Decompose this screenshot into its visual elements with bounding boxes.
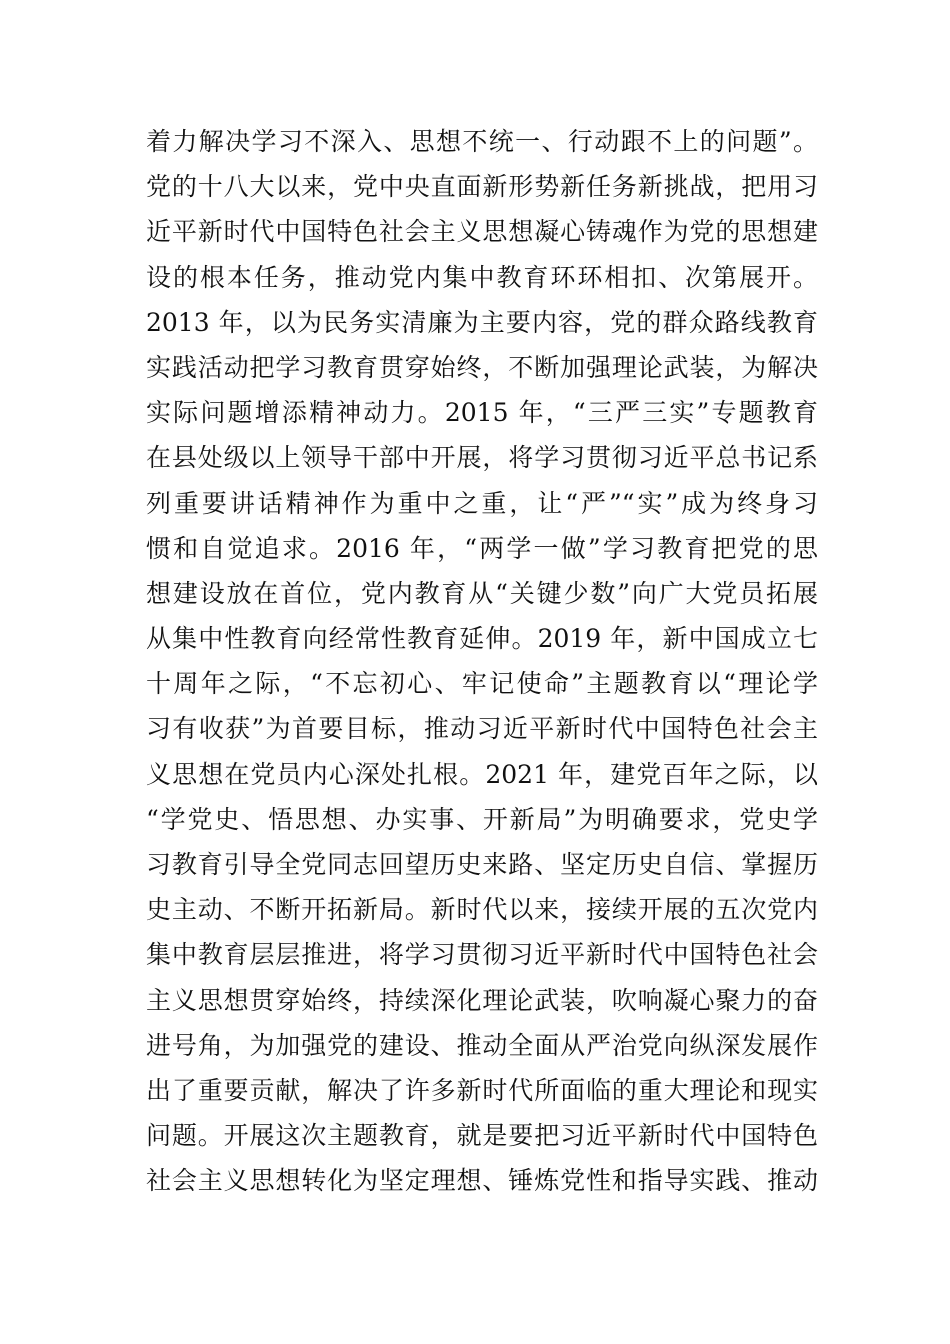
text-line: 2013 年，以为民务实清廉为主要内容，党的群众路线教育 xyxy=(146,307,818,337)
text-line: 实际问题增添精神动力。2015 年，“三严三实”专题教育 xyxy=(146,398,818,428)
text-line: 党的十八大以来，党中央直面新形势新任务新挑战，把用习 xyxy=(146,172,818,202)
text-line: 主义思想贯穿始终，持续深化理论武装，吹响凝心聚力的奋 xyxy=(146,985,818,1015)
text-line: 惯和自觉追求。2016 年，“两学一做”学习教育把党的思 xyxy=(146,533,818,563)
text-line: 实践活动把学习教育贯穿始终，不断加强理论武装，为解决 xyxy=(146,352,818,382)
text-line: 着力解决学习不深入、思想不统一、行动跟不上的问题”。 xyxy=(146,127,818,156)
text-line: 集中教育层层推进，将学习贯彻习近平新时代中国特色社会 xyxy=(146,940,818,970)
text-line: 想建设放在首位，党内教育从“关键少数”向广大党员拓展 xyxy=(146,578,818,608)
text-line: 从集中性教育向经常性教育延伸。2019 年，新中国成立七 xyxy=(146,624,818,654)
text-line: 近平新时代中国特色社会主义思想凝心铸魂作为党的思想建 xyxy=(146,217,818,247)
text-line: 进号角，为加强党的建设、推动全面从严治党向纵深发展作 xyxy=(146,1030,818,1060)
body-paragraph xyxy=(146,119,818,1204)
text-line: 十周年之际，“不忘初心、牢记使命”主题教育以“理论学 xyxy=(146,669,818,699)
text-line: 史主动、不断开拓新局。新时代以来，接续开展的五次党内 xyxy=(146,895,818,925)
text-line: 习教育引导全党同志回望历史来路、坚定历史自信、掌握历 xyxy=(146,850,818,879)
text-line: 列重要讲话精神作为重中之重，让“严”“实”成为终身习 xyxy=(146,488,818,518)
text-line: 习有收获”为首要目标，推动习近平新时代中国特色社会主 xyxy=(146,714,818,744)
text-line: 社会主义思想转化为坚定理想、锤炼党性和指导实践、推动 xyxy=(146,1166,818,1196)
text-line: 设的根本任务，推动党内集中教育环环相扣、次第展开。 xyxy=(146,262,818,292)
text-line: 义思想在党员内心深处扎根。2021 年，建党百年之际，以 xyxy=(146,759,818,789)
text-line: “学党史、悟思想、办实事、开新局”为明确要求，党史学 xyxy=(146,804,818,834)
text-line: 在县处级以上领导干部中开展，将学习贯彻习近平总书记系 xyxy=(146,443,818,473)
text-line: 问题。开展这次主题教育，就是要把习近平新时代中国特色 xyxy=(146,1121,818,1151)
text-line: 出了重要贡献，解决了许多新时代所面临的重大理论和现实 xyxy=(146,1075,818,1105)
